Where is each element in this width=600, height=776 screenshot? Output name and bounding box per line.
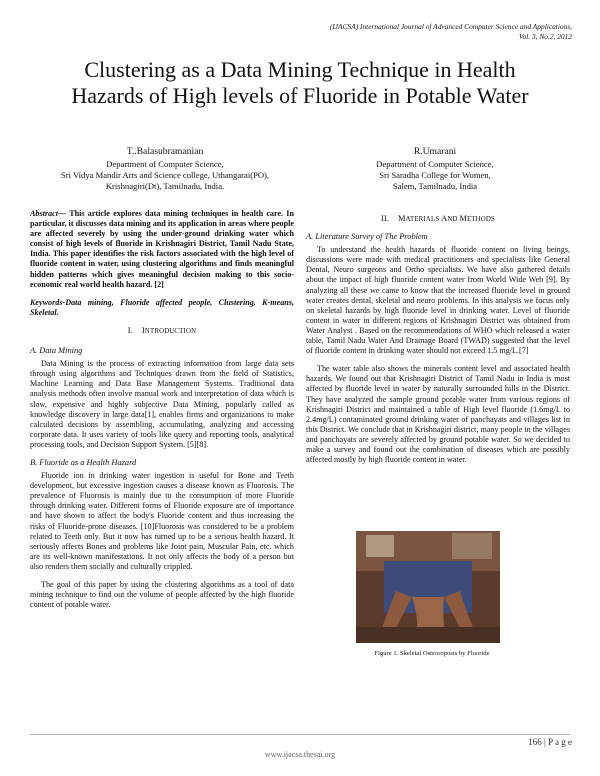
paragraph: To understand the health hazards of fluoride content on living beings, discussions were made with medical practitioners and specialists like General Dental, Neuro surgeons and Ortho specialists. We have also gathered details about the impact of high fluoride content water from World Wide Web [9]. By analyzing all these we came to know that the increased fluoride level in ground water creates dental, skeletal and neuro problems. In this analysis we focus only on skeletal hazards by high fluoride level in drinking water. Level of fluoride content in water in different regions of Krishnagiri District was obtained from Water Analyst . Based on the recommendations of WHO which released a water table, Tamil Nadu Water And Drainage Board (TWAD) suggested that the level of fluoride content in drinking water should not exceed 1.5 mg/L.[7]	[306, 245, 570, 356]
journal-url: www.ijacsa.thesai.org	[264, 750, 336, 759]
subsection-heading-data-mining: A. Data Mining	[30, 346, 83, 356]
paper-title	[30, 57, 570, 109]
section-title-initial: I	[141, 325, 145, 335]
paragraph: The water table also shows the minerals content level and associated health hazards. We found out that Krishnagiri District of Tamil Nadu in India is most affected by fluoride level in water by naturally surrounded hills in the District. They have analyzed the sample ground potable water from various regions of Krishnagiri District and maintained a table of High level fluoride (1.6mg/L to 2.4mg/L) contaminated ground drinking water of panchayats and villages list in this District. We conclude that in Krishnagiri district, many people in the villages and panchayats are severely affected by ground potable water. So we decided to make a survey and found out the combination of diseases which are possibly affected mostly by high fluoride content in water.	[306, 364, 570, 465]
paragraph: Fluoride ion in drinking water ingestion is useful for Bone and Teeth development, but excessive ingestion causes a disease known as Fluorosis. The prevalence of Fluorosis is mainly due to the consumption of more Fluoride through drinking water. Different forms of Fluoride exposure are of importance and have shown to affect the body's Fluoride content and thus increasing the risks of Fluoride-prone diseases. [10]Fluorosis was considered to be a problem related to Teeth only. But it now has turned up to be a serious health hazard. It seriously affects Bones and problems like Joint pain, Muscular Pain, etc. which are its well-known manifestations. It not only affects the body of a person but also renders them socially and culturally crippled.	[30, 471, 294, 571]
footer-divider	[30, 734, 570, 735]
author-affiliation: Salem, Tamilnadu, India	[392, 181, 478, 191]
author-affiliation: Sri Vidya Mandir Arts and Science college, Uthangarai(PO),	[60, 170, 270, 180]
journal-volume: Vol. 3, No.2, 2012	[518, 32, 572, 41]
figure-photo	[356, 531, 500, 643]
keywords	[30, 298, 294, 318]
subsection-heading-fluoride: B. Fluoride as a Health Hazard	[30, 457, 137, 467]
keywords-label: Keywords-	[30, 297, 66, 307]
section-title-initial: A	[441, 214, 448, 223]
section-title-initial: M	[398, 214, 406, 223]
author-name: R.Umarani	[413, 146, 457, 157]
subsection-heading-literature-survey: A. Literature Survey of The Problem	[306, 232, 428, 242]
keywords-text: Data mining, Fluoride affected people, Clustering, K-means, Skeletal.	[30, 297, 294, 317]
author-name: T..Balasubramanian	[126, 146, 204, 157]
journal-header	[212, 22, 572, 42]
author-block-1	[30, 146, 300, 192]
right-column	[306, 214, 570, 465]
paragraph: The goal of this paper by using the clustering algorithms as a tool of data mining technique to find out the volume of people affected by the high fluoride content of potable water.	[30, 580, 294, 610]
paragraph: Data Mining is the process of extracting information from large data sets through using algorithms and Techniques drawn from the field of Statistics, Machine Learning and Data Base Management Systems. Traditional data analysis methods often involve manual work and interpretation of data which is slow, expensive and highly subjective Data Mining, popularly called as knowledge discovery in large data[1], enables firms and organizations to make calculated decisions by assembling, accumulating, analyzing and accessing corporate data. It uses variety of tools like query and reporting tools, analytical processing tools, and Decision Support System. [5][8].	[30, 359, 294, 449]
section-title-rest: NTRODUCTION	[144, 327, 197, 335]
page-number: 166 | P a g e	[528, 737, 572, 747]
author-affiliation: Department of Computer Science,	[376, 159, 494, 169]
author-affiliation: Krishnagiri(Dt), Tamilnadu, India.	[105, 181, 225, 191]
section-title-rest: ATERIALS	[405, 216, 442, 223]
title-line-2: Hazards of High levels of Fluoride in Potable Water	[71, 83, 529, 108]
section-title-initial: M	[459, 214, 467, 223]
author-affiliation: Sri Saradha College for Women,	[379, 170, 491, 180]
author-block-2	[300, 146, 570, 192]
abstract-label: Abstract—	[30, 209, 67, 218]
journal-name: (IJACSA) International Journal of Advanced Computer Science and Applications,	[329, 22, 572, 31]
figure-caption: Figure 1. Skeletal Osteoroposis by Fluoride	[374, 650, 490, 657]
title-line-1: Clustering as a Data Mining Technique in Health	[84, 57, 516, 82]
left-column	[30, 209, 294, 610]
abstract	[30, 209, 294, 290]
section-heading-materials-methods	[306, 214, 570, 225]
section-number: II.	[381, 214, 390, 223]
section-number: I.	[127, 325, 133, 335]
figure-image	[356, 531, 500, 643]
section-title-rest: ND	[447, 216, 460, 223]
abstract-text: This article explores data mining techniques in health care. In particular, it discusses data mining and its application in areas where people are affected severely by using the under-ground drinking water which consist of high levels of fluoride in Krishnagiri District, Tamil Nadu State, India. This paper identifies the risk factors associated with the high level of fluoride content in water, using clustering algorithms and finds meaningful hidden patterns which gives meaningful decision making to this socio-economic real world health hazard. [2]	[30, 209, 294, 289]
section-heading-introduction	[30, 326, 294, 337]
author-affiliation: Department of Computer Science,	[106, 159, 224, 169]
section-title-rest: ETHODS	[466, 216, 495, 223]
